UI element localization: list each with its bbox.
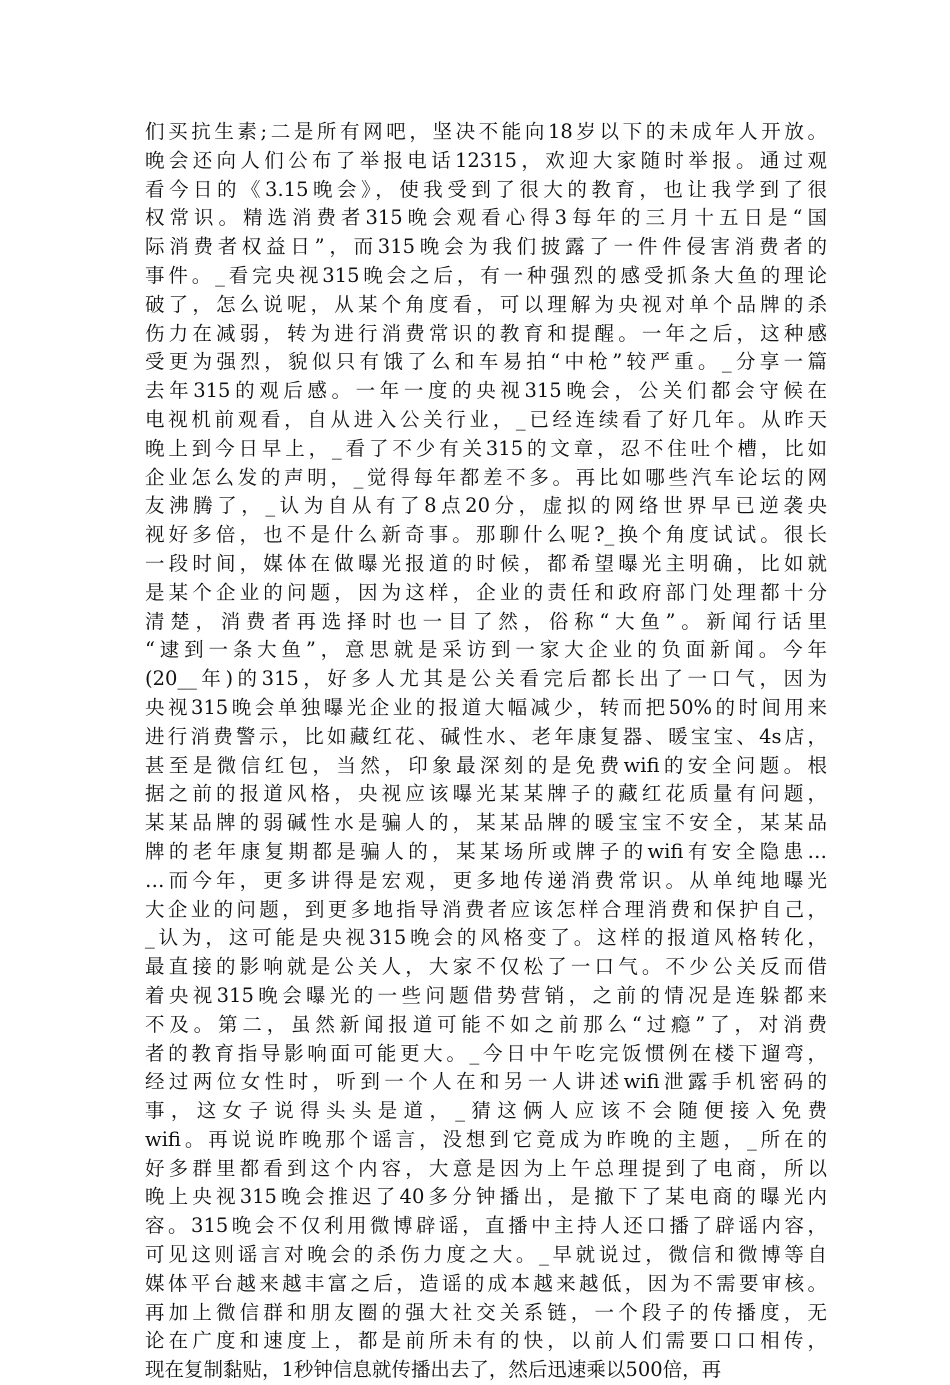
text-line: 友沸腾了，_认为自从有了8点20分，虚拟的网络世界早已逆袭央	[145, 494, 827, 518]
text-line: 伤力在减弱，转为进行消费常识的教育和提醒。一年之后，这种感	[145, 321, 827, 345]
text-line: (20__年)的315，好多人尤其是公关看完后都长出了一口气，因为	[145, 667, 827, 691]
text-line: 媒体平台越来越丰富之后，造谣的成本越来越低，因为不需要审核。	[145, 1271, 827, 1295]
text-line: 权常识。精选消费者315晚会观看心得3每年的三月十五日是“国	[145, 206, 827, 230]
text-line: 据之前的报道风格，央视应该曝光某某牌子的藏红花质量有问题，	[145, 782, 827, 806]
text-line: 事件。_看完央视315晚会之后，有一种强烈的感受抓条大鱼的理论	[145, 263, 827, 287]
text-line: 某某品牌的弱碱性水是骗人的，某某品牌的暖宝宝不安全，某某品	[145, 811, 827, 835]
text-line: 破了，怎么说呢，从某个角度看，可以理解为央视对单个品牌的杀	[145, 292, 827, 316]
text-line: 电视机前观看，自从进入公关行业，_已经连续看了好几年。从昨天	[145, 407, 827, 431]
text-line: 际消费者权益日”，而315晚会为我们披露了一件件侵害消费者的	[145, 235, 827, 259]
text-line: 最直接的影响就是公关人，大家不仅松了一口气。不少公关反而借	[145, 955, 827, 979]
text-line: …而今年，更多讲得是宏观，更多地传递消费常识。从单纯地曝光	[145, 868, 827, 892]
text-line: wifi。再说说昨晚那个谣言，没想到它竟成为昨晚的主题，_所在的	[145, 1127, 827, 1151]
text-line: 看今日的《3.15晚会》，使我受到了很大的教育，也让我学到了很	[145, 177, 827, 201]
document-body	[145, 118, 827, 1385]
text-line: 晚上到今日早上，_看了不少有关315的文章，忍不住吐个槽，比如	[145, 436, 827, 460]
text-line: 容。315晚会不仅利用微博辟谣，直播中主持人还口播了辟谣内容，	[145, 1214, 827, 1238]
text-line: 视好多倍，也不是什么新奇事。那聊什么呢?_换个角度试试。很长	[145, 523, 827, 547]
text-line: 大企业的问题，到更多地指导消费者应该怎样合理消费和保护自己，	[145, 897, 827, 921]
text-line: 晚会还向人们公布了举报电话12315，欢迎大家随时举报。通过观	[145, 148, 827, 172]
text-line: 好多群里都看到这个内容，大意是因为上午总理提到了电商，所以	[145, 1156, 827, 1180]
text-line: 进行消费警示，比如藏红花、碱性水、老年康复器、暖宝宝、4s店，	[145, 724, 827, 748]
text-line: 牌的老年康复期都是骗人的，某某场所或牌子的wifi有安全隐患…	[145, 839, 827, 863]
text-line: 现在复制黏贴，1秒钟信息就传播出去了，然后迅速乘以500倍，再	[145, 1358, 722, 1382]
text-line: 受更为强烈，貌似只有饿了么和车易拍“中枪”较严重。_分享一篇	[145, 350, 827, 374]
text-line: 企业怎么发的声明，_觉得每年都差不多。再比如哪些汽车论坛的网	[145, 465, 827, 489]
text-line: 经过两位女性时，听到一个人在和另一人讲述wifi泄露手机密码的	[145, 1070, 827, 1094]
text-line: 甚至是微信红包，当然，印象最深刻的是免费wifi的安全问题。根	[145, 753, 827, 777]
text-line: 是某个企业的问题，因为这样，企业的责任和政府部门处理都十分	[145, 580, 827, 604]
text-line: “逮到一条大鱼”，意思就是采访到一家大企业的负面新闻。今年	[145, 638, 827, 662]
text-line: 们买抗生素;二是所有网吧，坚决不能向18岁以下的未成年人开放。	[145, 120, 827, 143]
text-line: 去年315的观后感。一年一度的央视315晚会，公关们都会守候在	[145, 379, 827, 403]
text-line: _认为，这可能是央视315晚会的风格变了。这样的报道风格转化，	[145, 926, 827, 950]
text-line: 论在广度和速度上，都是前所未有的快，以前人们需要口口相传，	[145, 1329, 827, 1353]
text-line: 着央视315晚会曝光的一些问题借势营销，之前的情况是连躲都来	[145, 983, 827, 1007]
text-line: 央视315晚会单独曝光企业的报道大幅减少，转而把50%的时间用来	[145, 695, 827, 719]
text-line: 晚上央视315晚会推迟了40多分钟播出，是撤下了某电商的曝光内	[145, 1185, 827, 1209]
text-line: 一段时间，媒体在做曝光报道的时候，都希望曝光主明确，比如就	[145, 551, 827, 575]
text-line: 再加上微信群和朋友圈的强大社交关系链，一个段子的传播度，无	[145, 1300, 827, 1324]
text-line: 事，这女子说得头头是道，_猜这俩人应该不会随便接入免费	[145, 1099, 827, 1123]
text-line: 可见这则谣言对晚会的杀伤力度之大。_早就说过，微信和微博等自	[145, 1243, 827, 1267]
text-line: 者的教育指导影响面可能更大。_今日中午吃完饭惯例在楼下遛弯，	[145, 1041, 827, 1065]
text-line: 不及。第二，虽然新闻报道可能不如之前那么“过瘾”了，对消费	[145, 1012, 827, 1036]
text-line: 清楚，消费者再选择时也一目了然，俗称“大鱼”。新闻行话里	[145, 609, 827, 633]
